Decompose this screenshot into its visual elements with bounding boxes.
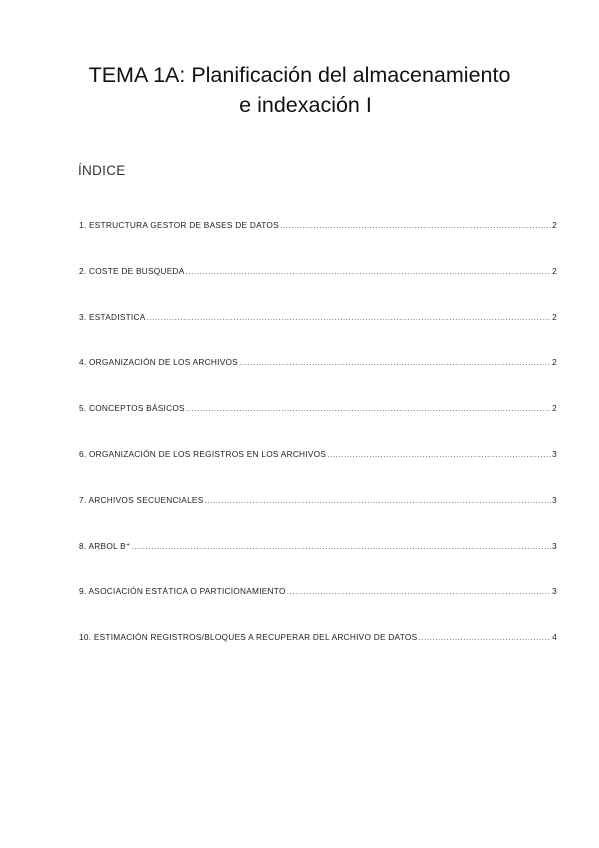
toc-leader-dots [186,403,551,413]
toc-entry-page: 2 [552,265,557,276]
toc-entry[interactable] [79,266,557,312]
toc-leader-dots [280,220,551,230]
toc-entry-page: 3 [552,540,557,551]
toc-entry-page: 3 [552,494,557,505]
toc-entry-page: 4 [552,632,557,643]
table-of-contents [79,220,557,678]
toc-entry-page: 3 [552,448,557,459]
toc-entry-label: 1. ESTRUCTURA GESTOR DE BASES DE DATOS [79,220,279,230]
toc-entry-page: 2 [552,403,557,414]
document-title [0,60,599,120]
toc-entry-label: 8. ARBOL B⁺ [79,540,131,551]
toc-leader-dots [132,541,552,551]
toc-entry-label: 7. ARCHIVOS SECUENCIALES [79,494,204,505]
toc-entry-page: 2 [552,220,557,230]
toc-entry[interactable] [79,403,557,449]
toc-entry-label: 3. ESTADISTICA [79,311,146,322]
toc-entry-label: 2. COSTE DE BUSQUEDA [79,265,185,276]
toc-entry-label: 6. ORGANIZACIÓN DE LOS REGISTROS EN LOS ARCHIVOS [79,448,327,459]
toc-heading: ÍNDICE [78,163,126,178]
title-line-2: e indexación I [239,93,372,117]
toc-leader-dots [418,632,551,642]
toc-entry-label: 4. ORGANIZACIÓN DE LOS ARCHIVOS [79,357,238,368]
toc-entry[interactable] [79,586,557,632]
toc-entry-label: 9. ASOCIACIÓN ESTÁTICA O PARTICIONAMIENTO [79,586,286,597]
toc-entry[interactable] [79,357,557,403]
toc-entry-page: 2 [552,357,557,368]
toc-entry[interactable] [79,220,557,266]
toc-leader-dots [239,357,551,367]
toc-entry-label: 5. CONCEPTOS BÁSICOS [79,403,185,414]
toc-entry[interactable] [79,312,557,358]
toc-leader-dots [186,266,552,276]
toc-leader-dots [287,586,551,596]
toc-entry[interactable] [79,449,557,495]
toc-entry-label: 10. ESTIMACIÓN REGISTROS/BLOQUES A RECUPERAR DEL ARCHIVO DE DATOS [79,632,418,643]
toc-leader-dots [147,312,552,322]
toc-entry[interactable] [79,541,557,587]
toc-leader-dots [205,495,552,505]
toc-entry[interactable] [79,495,557,541]
toc-entry-page: 3 [552,586,557,597]
toc-entry[interactable] [79,632,557,678]
title-line-1: TEMA 1A: Planificación del almacenamiento [88,63,511,87]
toc-entry-page: 2 [552,311,557,322]
toc-leader-dots [327,449,551,459]
